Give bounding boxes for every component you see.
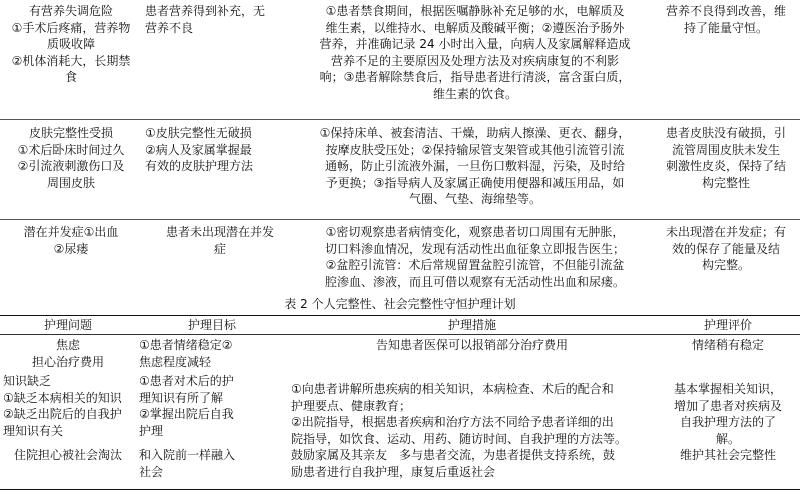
header-goal: 护理目标 (136, 316, 288, 335)
problem-cell: 皮肤完整性受损 ①术后卧床时间过久 ②引流液刺激伤口及 周围皮肤 (17, 126, 125, 190)
measures-cell: ①密切观察患者病情变化，观察患者切口周围有无肿胀， 切口料渗血情况，发现有活动性出血征象立即报告医生； ②盆腔引流管：术后常规留置盆腔引流管，不但能引流盆 腔渗血、渗液，而且可借以观察有无活动性出血和尿瘘。 (324, 225, 625, 289)
goal-cell: 和入院前一样融入 社会 (139, 448, 236, 479)
evaluation-cell: 基本掌握相关知识， 增加了患者对疾病及 自我护理方法的了 解。 (673, 382, 782, 446)
table-caption: 表 2 个人完整性、社会完整性守恒护理计划 (284, 297, 516, 311)
table-row (0, 220, 800, 295)
measures-cell: ①向患者讲解所患疾病的相关知识，本病检查、术后的配合和 护理要点、健康教育； ②出院指导，根据患者疾病和治疗方法不同给予患者详细的出 院指导，如饮食、运动、用药、随访时间、自我护理的方法等。 (291, 382, 628, 446)
table-row (0, 373, 800, 447)
measures-cell: ①患者禁食期间，根据医嘱静脉补充足够的水，电解质及 维生素，以维持水、电解质及酸碱平衡；②遵医治予肠外 营养，并准确记录 24 小时出入量，向病人及家属解释造成 营养不足的主要原因及处理方法及对疾病康复的不利影 响；③患者解除禁食后，指导患者进行清淡，富含蛋白质， 维生素的饮食。 (319, 4, 631, 101)
table-row (0, 447, 800, 481)
evaluation-cell: 营养不良得到改善，维 持了能量守恒。 (665, 4, 786, 35)
problem-cell: 有营养失调危险 ①手术后疼痛，营养物 质吸收障 ②机体消耗大，长期禁 食 (11, 4, 131, 84)
table-row (0, 120, 800, 220)
goal-cell: 患者营养得到补充，无 营养不良 (145, 4, 266, 35)
table-bottom-rule (0, 489, 800, 490)
table-header-row (0, 316, 800, 335)
table-row (0, 3, 800, 120)
header-problem: 护理问题 (0, 316, 136, 335)
table-row (0, 335, 800, 374)
nursing-plan-table-2 (0, 315, 800, 481)
problem-cell: 知识缺乏 ①缺乏本病相关的知识 ②缺乏出院后的自我护 理知识有关 (3, 374, 122, 438)
problem-cell: 潜在并发症①出血 ②尿瘘 (23, 225, 119, 256)
evaluation-cell: 维护其社会完整性 (679, 448, 776, 462)
evaluation-cell: 患者皮肤没有破损，引 流管周围皮肤未发生 刺激性皮炎，保持了结 构完整性 (665, 126, 786, 190)
goal-cell: ①皮肤完整性无破损 ②病人及家属掌握最 有效的皮肤护理方法 (145, 126, 254, 173)
nursing-plan-table-1 (0, 3, 800, 294)
measures-cell: 鼓励家属及其亲友 多与患者交流，为患者提供支持系统，鼓 励患者进行自我护理，康复后重返社会 (291, 448, 616, 479)
goal-cell: 患者未出现潜在并发 症 (165, 225, 274, 256)
measures-cell: ①保持床单、被套清洁、干燥，助病人擦澡、更衣、翻身， 按摩皮肤受压处；②保持输尿管支架管或其他引流管引流 通畅，防止引流液外漏，一旦伤口敷料湿，污染，及时给 予更换；③指导病人及家属正确使用便器和减压用品，如 气圈、气垫、海绵垫等。 (319, 126, 631, 206)
evaluation-cell: 情绪稍有稳定 (691, 338, 764, 352)
problem-cell: 焦虑 担心治疗费用 (31, 338, 104, 369)
problem-cell: 住院担心被社会淘汰 (13, 448, 122, 462)
header-measures: 护理措施 (288, 316, 656, 335)
header-evaluation: 护理评价 (656, 316, 800, 335)
evaluation-cell: 未出现潜在并发症；有 效的保存了能量及结 构完整。 (665, 225, 786, 272)
goal-cell: ①患者对术后的护 理知识有所了解 ②掌握出院后自我 护理 (139, 374, 234, 438)
goal-cell: ①患者情绪稳定② 焦虑程度减轻 (139, 338, 233, 369)
measures-cell: 告知患者医保可以报销部分治疗费用 (375, 338, 568, 352)
